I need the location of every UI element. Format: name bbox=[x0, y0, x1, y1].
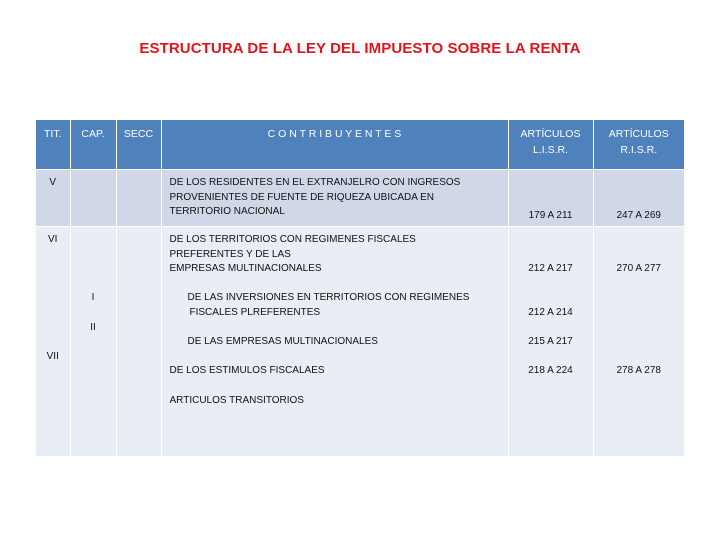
header-contribuyentes: C O N T R I B U Y E N T E S bbox=[161, 120, 508, 170]
law-structure-table bbox=[36, 120, 684, 456]
row1-tit: V bbox=[36, 170, 70, 227]
tit-vi: VI bbox=[48, 234, 58, 245]
desc-line: DE LAS EMPRESAS MULTINACIONALES bbox=[187, 336, 378, 348]
table-header-row bbox=[36, 120, 684, 170]
row1-desc-line: PROVENIENTES DE FUENTE DE RIQUEZA UBICADA EN bbox=[169, 191, 434, 203]
risr-range: 278 A 278 bbox=[616, 365, 661, 377]
header-lisr-line1: ARTÍCULOS bbox=[520, 128, 581, 140]
row2-cap bbox=[70, 227, 116, 457]
header-articulos-risr bbox=[593, 120, 684, 170]
row1-risr: 247 A 269 bbox=[593, 170, 684, 227]
row1-desc-line: TERRITORIO NACIONAL bbox=[169, 206, 285, 218]
desc-line: ARTICULOS TRANSITORIOS bbox=[169, 394, 304, 406]
header-articulos-lisr bbox=[508, 120, 593, 170]
desc-line: FISCALES PLREFERENTES bbox=[189, 306, 321, 318]
desc-line: DE LAS INVERSIONES EN TERRITORIOS CON REGIMENES bbox=[187, 292, 470, 304]
row2-secc bbox=[116, 227, 161, 457]
risr-range: 270 A 277 bbox=[616, 263, 661, 275]
desc-line: DE LOS ESTIMULOS FISCALAES bbox=[169, 365, 325, 377]
page-title: ESTRUCTURA DE LA LEY DEL IMPUESTO SOBRE LA RENTA bbox=[139, 40, 581, 57]
lisr-range: 218 A 224 bbox=[528, 365, 573, 377]
header-tit: TIT. bbox=[36, 120, 70, 170]
lisr-range: 212 A 214 bbox=[528, 306, 573, 318]
row1-cap bbox=[70, 170, 116, 227]
header-secc: SECC bbox=[116, 120, 161, 170]
header-lisr-line2: L.I.S.R. bbox=[532, 144, 568, 156]
lisr-range: 212 A 217 bbox=[528, 263, 573, 275]
header-risr-line2: R.I.S.R. bbox=[620, 144, 658, 156]
lisr-range: 215 A 217 bbox=[528, 336, 573, 348]
cap-ii: II bbox=[90, 321, 96, 333]
row1-lisr: 179 A 211 bbox=[508, 170, 593, 227]
row2-lisr bbox=[508, 227, 593, 457]
table-row bbox=[36, 227, 684, 457]
header-cap: CAP. bbox=[70, 120, 116, 170]
row2-description bbox=[161, 227, 508, 457]
header-risr-line1: ARTÍCULOS bbox=[608, 128, 669, 140]
desc-line: PREFERENTES Y DE LAS bbox=[169, 248, 291, 260]
desc-line: DE LOS TERRITORIOS CON REGIMENES FISCALES bbox=[169, 234, 416, 245]
cap-i: I bbox=[91, 292, 95, 304]
tit-vii: VII bbox=[46, 350, 59, 362]
row1-secc bbox=[116, 170, 161, 227]
row2-risr bbox=[593, 227, 684, 457]
desc-line: EMPRESAS MULTINACIONALES bbox=[169, 263, 322, 275]
table-row bbox=[36, 170, 684, 227]
row1-description bbox=[161, 170, 508, 227]
row2-tit bbox=[36, 227, 70, 457]
row1-desc-line: DE LOS RESIDENTES EN EL EXTRANJELRO CON INGRESOS bbox=[169, 177, 461, 188]
